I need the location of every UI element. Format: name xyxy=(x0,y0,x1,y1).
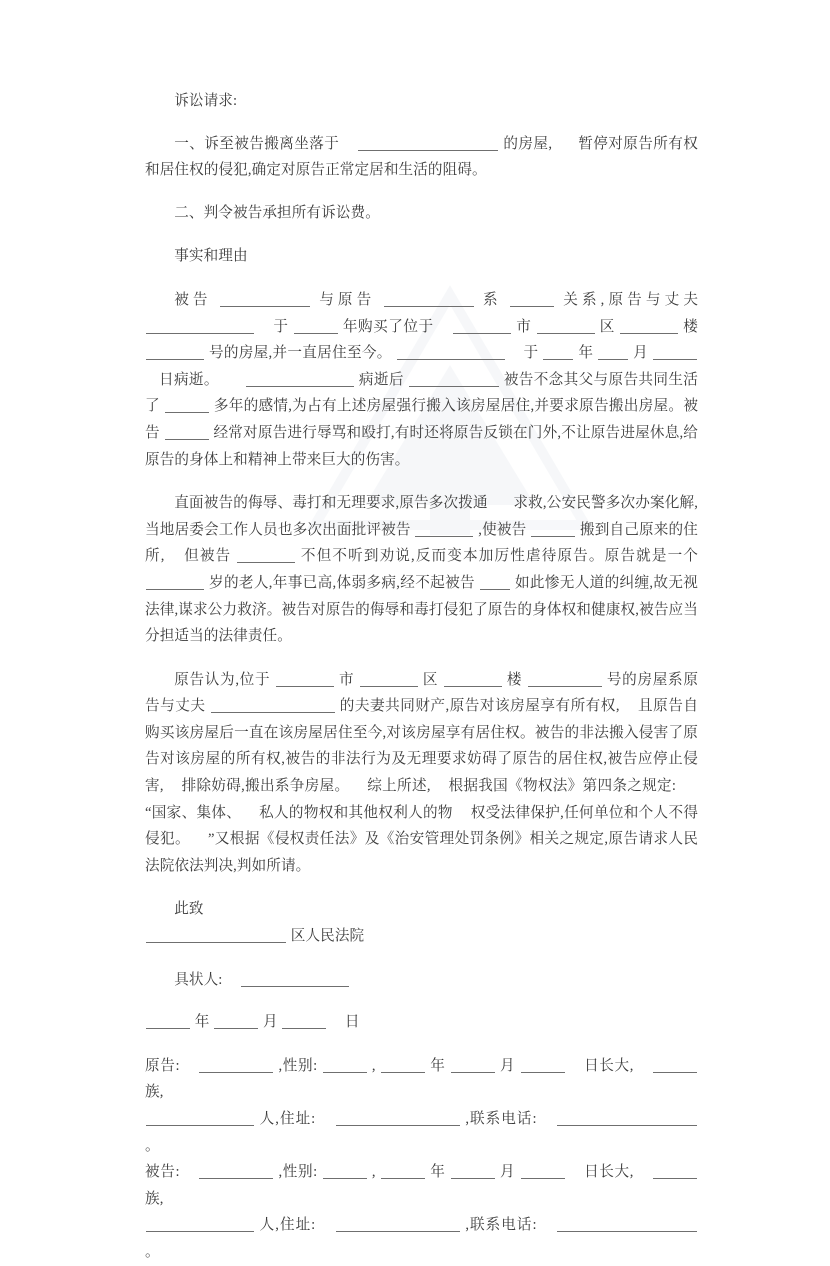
plaintiff-day-label: 日长大, xyxy=(584,1057,634,1074)
closing-text: 此致 xyxy=(174,901,204,918)
p3-s5: 号的房屋系原告与丈夫 xyxy=(145,671,699,715)
court-suffix-text: 区人民法院 xyxy=(290,928,365,945)
p2-s6: 不但不听到劝说,反而变本加厉性虐待原告。原告就是一个 xyxy=(300,548,699,565)
p3-s11: “国家、集体、 xyxy=(145,804,242,821)
blank-room-number-2[interactable] xyxy=(528,670,602,687)
facts-paragraph-3 xyxy=(145,667,698,880)
p1-s14: 日病逝。 xyxy=(159,371,219,388)
p1-s18: 经常对原告进行辱骂和殴打,有时还将原告反锁在门外,不让原告进屋休息,给原告的身体上和精神上带来巨大的伤害。 xyxy=(145,424,699,468)
p3-s3: 区 xyxy=(422,671,439,688)
p2-s8: 如此惨无人道的纠缠,故无视法律,谋求公力救济。被告对原告的侮辱和毒打侵犯了原告的身体权和健康权,被告应当分担适当的法律责任。 xyxy=(145,574,699,645)
blank-death-day[interactable] xyxy=(653,343,697,360)
blank-defendant-ethnicity[interactable] xyxy=(653,1162,697,1179)
blank-plaintiff-origin[interactable] xyxy=(146,1109,254,1126)
blank-plaintiff-birth-day[interactable] xyxy=(521,1056,565,1073)
p3-s2: 市 xyxy=(338,671,355,688)
blank-defendant-origin[interactable] xyxy=(146,1215,254,1232)
blank-plaintiff-phone[interactable] xyxy=(557,1109,697,1126)
signature-date-line xyxy=(145,1009,698,1036)
facts-heading-text: 事实和理由 xyxy=(174,248,248,265)
claim-one-part-c: 暂停对原告所有权和居住权的侵犯,确定对原告正常定居和生活的阻碍。 xyxy=(145,135,699,179)
closing-line xyxy=(145,896,698,923)
blank-plaintiff-address[interactable] xyxy=(336,1109,460,1126)
p1-s1: 被告 xyxy=(174,291,212,308)
blank-plaintiff-name-1[interactable] xyxy=(384,290,474,307)
claims-heading-text: 诉讼请求: xyxy=(174,93,238,109)
p3-s10: 根据我国《物权法》第四条之规定: xyxy=(448,778,677,795)
blank-deceased-name[interactable] xyxy=(397,343,505,360)
defendant-info-line-1 xyxy=(145,1159,698,1212)
p3-s4: 楼 xyxy=(506,671,523,688)
p1-s6: 年购买了位于 xyxy=(342,318,434,335)
claim-one-part-a: 一、诉至被告搬离坐落于 xyxy=(174,135,340,152)
blank-defendant-name-5[interactable] xyxy=(531,520,575,537)
blank-defendant-birth-day[interactable] xyxy=(521,1162,565,1179)
blank-defendant-name-7[interactable] xyxy=(480,573,510,590)
p2-s7: 岁的老人,年事已高,体弱多病,经不起被告 xyxy=(209,574,475,591)
blank-defendant-birth-year[interactable] xyxy=(381,1162,425,1179)
blank-plaintiff-name[interactable] xyxy=(199,1056,273,1073)
defendant-day-label: 日长大, xyxy=(584,1164,634,1181)
p3-s6: 的夫妻共同财产,原告对该房屋享有所有权, xyxy=(339,698,620,715)
claim-two-text: 二、判令被告承担所有诉讼费。 xyxy=(174,204,380,221)
blank-property-address[interactable] xyxy=(358,134,498,151)
blank-city-2[interactable] xyxy=(276,670,334,687)
blank-death-year[interactable] xyxy=(543,343,573,360)
p1-s16: 被告不念其父与原告共同生活了 xyxy=(145,371,698,415)
p2-s4: 搬到自己原来的住所, xyxy=(145,521,698,565)
p1-s4: 关系,原告与丈夫 xyxy=(563,291,699,308)
blank-defendant-name-2[interactable] xyxy=(409,370,499,387)
date-day-label: 日 xyxy=(344,1014,360,1031)
p3-s1: 原告认为,位于 xyxy=(174,671,271,688)
blank-husband-name[interactable] xyxy=(146,317,254,334)
plaintiff-end-punct: 。 xyxy=(145,1137,160,1154)
plaintiff-origin-label: 人,住址: xyxy=(259,1111,316,1127)
blank-plaintiff-age[interactable] xyxy=(146,573,204,590)
blank-death-month[interactable] xyxy=(598,343,628,360)
p1-s17: 多年的感情,为占有上述房屋强行搬入该房屋居住,并要求原告搬出房屋。被告 xyxy=(145,398,699,441)
blank-building[interactable] xyxy=(620,317,678,334)
blank-defendant-phone[interactable] xyxy=(557,1215,697,1232)
p1-s10: 号的房屋,并一直居住至今。 xyxy=(208,345,392,362)
blank-defendant-name-6[interactable] xyxy=(237,546,295,563)
defendant-label: 被告: xyxy=(145,1164,180,1181)
blank-relationship[interactable] xyxy=(510,290,554,307)
p2-s3: ,使被告 xyxy=(478,521,527,538)
blank-city[interactable] xyxy=(453,317,511,334)
blank-defendant-birth-month[interactable] xyxy=(451,1162,495,1179)
signer-label: 具状人: xyxy=(174,971,223,988)
blank-district[interactable] xyxy=(537,317,595,334)
blank-defendant-name[interactable] xyxy=(199,1162,273,1179)
blank-sign-day[interactable] xyxy=(282,1012,326,1029)
plaintiff-year-label: 年 xyxy=(430,1057,446,1074)
p3-s7: 且原告自购买该房屋后一直在该房屋居住至今,对该房屋享有居住权。被告的非法搬入侵害了原告对该房屋的所有权,被告的非法行为及无理要求妨碍了原告的居住权,被告应停止侵害, xyxy=(145,698,699,795)
date-month-label: 月 xyxy=(262,1014,278,1031)
blank-plaintiff-ethnicity[interactable] xyxy=(653,1056,697,1073)
p3-s14: ”又根据《侵权责任法》及《治安管理处罚条例》相关之规定,原告请求人民法院依法判决,判如所请。 xyxy=(145,831,699,874)
p2-s5: 但被告 xyxy=(184,548,232,565)
plaintiff-gender-label: ,性别: xyxy=(278,1057,318,1074)
plaintiff-info-line-2 xyxy=(145,1106,698,1159)
p1-s12: 年 xyxy=(578,345,594,362)
p2-s2: 求救,公安民警多次办案化解,当地居委会工作人员也多次出面批评被告 xyxy=(145,495,699,538)
p3-s13: 权受法律保护,任何单位和个人不得侵犯。 xyxy=(145,804,699,848)
plaintiff-label: 原告: xyxy=(145,1057,180,1074)
blank-defendant-address[interactable] xyxy=(336,1215,460,1232)
defendant-year-label: 年 xyxy=(430,1164,446,1181)
facts-paragraph-1 xyxy=(145,287,698,473)
blank-building-2[interactable] xyxy=(444,670,502,687)
plaintiff-info-line-1 xyxy=(145,1053,698,1106)
blank-defendant-gender[interactable] xyxy=(323,1162,367,1179)
p1-s8: 区 xyxy=(599,318,615,335)
blank-district-2[interactable] xyxy=(360,670,418,687)
defendant-info-line-2 xyxy=(145,1212,698,1265)
blank-plaintiff-birth-month[interactable] xyxy=(451,1056,495,1073)
plaintiff-ethnicity-label: 族, xyxy=(145,1084,164,1101)
p3-s9: 综上所述, xyxy=(367,778,431,795)
p1-s2: 与原告 xyxy=(319,291,376,308)
court-line xyxy=(145,923,698,950)
blank-signer-name[interactable] xyxy=(241,970,349,987)
signer-line xyxy=(145,967,698,994)
blank-defendant-name-4[interactable] xyxy=(415,520,473,537)
plaintiff-phone-label: ,联系电话: xyxy=(465,1111,537,1127)
claim-item-one xyxy=(145,131,698,184)
blank-purchase-year[interactable] xyxy=(294,317,338,334)
p1-s7: 市 xyxy=(516,318,532,335)
claims-heading xyxy=(145,88,698,115)
claim-one-part-b: 的房屋, xyxy=(503,135,553,152)
defendant-gender-label: ,性别: xyxy=(278,1164,318,1181)
defendant-origin-label: 人,住址: xyxy=(259,1217,316,1234)
blank-deceased-name-2[interactable] xyxy=(246,370,354,387)
p1-s11: 于 xyxy=(523,345,539,362)
claim-item-two xyxy=(145,200,698,227)
facts-heading xyxy=(145,243,698,270)
defendant-end-punct: 。 xyxy=(145,1243,160,1260)
plaintiff-comma: , xyxy=(371,1057,376,1074)
p1-s5: 于 xyxy=(273,318,289,335)
defendant-comma: , xyxy=(371,1164,376,1181)
p1-s9: 楼 xyxy=(683,318,698,335)
p1-s3: 系 xyxy=(482,291,502,308)
blank-sign-month[interactable] xyxy=(214,1012,258,1029)
p2-s1: 直面被告的侮辱、毒打和无理要求,原告多次拨通 xyxy=(174,495,488,512)
blank-defendant-name-1[interactable] xyxy=(220,290,310,307)
blank-sign-year[interactable] xyxy=(146,1012,190,1029)
p3-s8: 排除妨碍,搬出系争房屋。 xyxy=(181,778,350,795)
defendant-ethnicity-label: 族, xyxy=(145,1190,164,1207)
blank-husband-name-2[interactable] xyxy=(211,696,335,713)
blank-defendant-name-3[interactable] xyxy=(165,423,209,440)
defendant-month-label: 月 xyxy=(500,1164,516,1181)
p1-s15: 病逝后 xyxy=(358,371,404,388)
blank-years-lived[interactable] xyxy=(165,396,209,413)
p3-s12: 私人的物权和其他权利人的物 xyxy=(259,804,453,821)
blank-plaintiff-gender[interactable] xyxy=(323,1056,367,1073)
facts-paragraph-2 xyxy=(145,490,698,650)
blank-room-number[interactable] xyxy=(146,343,204,360)
plaintiff-month-label: 月 xyxy=(500,1057,516,1074)
blank-court-district[interactable] xyxy=(146,926,286,943)
defendant-phone-label: ,联系电话: xyxy=(465,1217,537,1234)
date-year-label: 年 xyxy=(194,1014,210,1031)
p1-s13: 月 xyxy=(633,345,649,362)
blank-plaintiff-birth-year[interactable] xyxy=(381,1056,425,1073)
